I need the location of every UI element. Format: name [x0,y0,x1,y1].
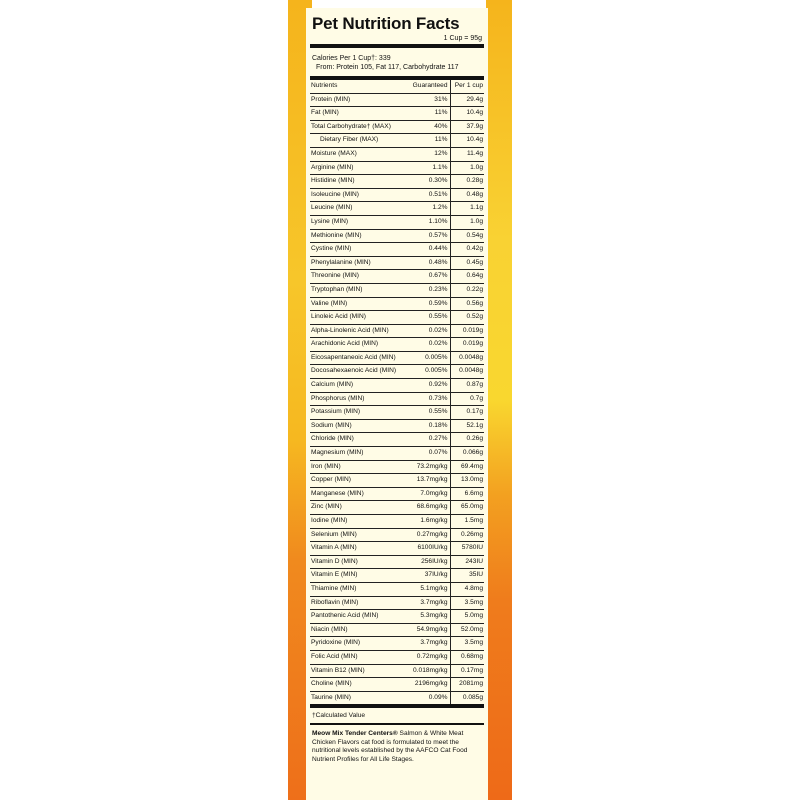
footnote: †Calculated Value [312,712,366,720]
per-cup-value: 0.64g [450,270,484,284]
nutrient-row [310,610,484,624]
nutrient-name: Vitamin A (MIN) [310,542,410,556]
nutrient-name: Riboflavin (MIN) [310,596,410,610]
nutrient-row [310,297,484,311]
guaranteed-value: 0.48% [410,256,450,270]
nutrient-name: Manganese (MIN) [310,487,410,501]
aafco-statement [310,725,484,764]
nutrient-row [310,447,484,461]
nutrient-name: Selenium (MIN) [310,528,410,542]
nutrient-name: Magnesium (MIN) [310,447,410,461]
nutrient-name: Iodine (MIN) [310,515,410,529]
nutrient-row [310,501,484,515]
per-cup-value: 29.4g [450,93,484,107]
per-cup-value: 6.6mg [450,487,484,501]
per-cup-value: 0.54g [450,229,484,243]
guaranteed-value: 0.23% [410,283,450,297]
nutrition-label [310,12,484,764]
per-cup-value: 1.0g [450,161,484,175]
per-cup-value: 65.0mg [450,501,484,515]
guaranteed-value: 0.09% [410,691,450,706]
guaranteed-value: 0.55% [410,311,450,325]
nutrient-name: Zinc (MIN) [310,501,410,515]
nutrient-name: Threonine (MIN) [310,270,410,284]
nutrient-row [310,460,484,474]
nutrient-row [310,229,484,243]
guaranteed-value: 11% [410,107,450,121]
nutrient-row [310,338,484,352]
per-cup-value: 37.9g [450,120,484,134]
nutrient-row [310,134,484,148]
nutrient-name: Moisture (MAX) [310,147,410,161]
brand-name: Meow Mix Tender Centers® [312,730,398,738]
per-cup-value: 10.4g [450,107,484,121]
nutrient-row [310,542,484,556]
header-per-cup: Per 1 cup [450,80,484,93]
nutrient-name: Choline (MIN) [310,678,410,692]
nutrient-row [310,515,484,529]
guaranteed-value: 3.7mg/kg [410,596,450,610]
nutrient-table [310,80,484,708]
nutrient-row [310,691,484,706]
nutrient-row [310,569,484,583]
nutrient-name: Calcium (MIN) [310,379,410,393]
label-title: Pet Nutrition Facts [312,14,460,33]
nutrient-name: Phenylalanine (MIN) [310,256,410,270]
per-cup-value: 0.0048g [450,351,484,365]
nutrient-row [310,147,484,161]
per-cup-value: 4.8mg [450,582,484,596]
nutrient-name: Sodium (MIN) [310,419,410,433]
nutrient-row [310,433,484,447]
nutrient-name: Total Carbohydrate† (MAX) [310,120,410,134]
guaranteed-value: 0.73% [410,392,450,406]
per-cup-value: 0.56g [450,297,484,311]
nutrient-name: Phosphorus (MIN) [310,392,410,406]
guaranteed-value: 0.92% [410,379,450,393]
nutrient-name: Vitamin B12 (MIN) [310,664,410,678]
per-cup-value: 3.5mg [450,596,484,610]
guaranteed-value: 40% [410,120,450,134]
nutrient-name: Lysine (MIN) [310,215,410,229]
per-cup-value: 10.4g [450,134,484,148]
nutrient-row [310,215,484,229]
nutrient-name: Methionine (MIN) [310,229,410,243]
per-cup-value: 0.17g [450,406,484,420]
guaranteed-value: 0.005% [410,351,450,365]
per-cup-value: 11.4g [450,147,484,161]
nutrient-row [310,419,484,433]
nutrient-name: Eicosapentaneoic Acid (MIN) [310,351,410,365]
guaranteed-value: 0.59% [410,297,450,311]
guaranteed-value: 0.55% [410,406,450,420]
nutrient-name: Histidine (MIN) [310,175,410,189]
nutrient-name: Copper (MIN) [310,474,410,488]
guaranteed-value: 0.02% [410,338,450,352]
per-cup-value: 0.085g [450,691,484,706]
nutrient-row [310,623,484,637]
nutrient-row [310,596,484,610]
per-cup-value: 3.5mg [450,637,484,651]
nutrient-name: Protein (MIN) [310,93,410,107]
per-cup-value: 0.48g [450,188,484,202]
guaranteed-value: 0.018mg/kg [410,664,450,678]
per-cup-value: 0.28g [450,175,484,189]
guaranteed-value: 0.51% [410,188,450,202]
per-cup-value: 0.17mg [450,664,484,678]
guaranteed-value: 0.30% [410,175,450,189]
per-cup-value: 1.5mg [450,515,484,529]
guaranteed-value: 54.9mg/kg [410,623,450,637]
guaranteed-value: 13.7mg/kg [410,474,450,488]
guaranteed-value: 0.72mg/kg [410,650,450,664]
nutrient-name: Fat (MIN) [310,107,410,121]
nutrient-name: Arginine (MIN) [310,161,410,175]
nutrient-row [310,311,484,325]
guaranteed-value: 1.6mg/kg [410,515,450,529]
nutrient-name: Pyridoxine (MIN) [310,637,410,651]
nutrient-row [310,120,484,134]
nutrient-row [310,365,484,379]
nutrient-row [310,107,484,121]
guaranteed-value: 68.6mg/kg [410,501,450,515]
nutrient-row [310,243,484,257]
nutrient-row [310,555,484,569]
per-cup-value: 0.019g [450,338,484,352]
nutrient-name: Folic Acid (MIN) [310,650,410,664]
guaranteed-value: 0.02% [410,324,450,338]
nutrient-name: Linoleic Acid (MIN) [310,311,410,325]
nutrient-row [310,161,484,175]
per-cup-value: 0.22g [450,283,484,297]
nutrient-name: Isoleucine (MIN) [310,188,410,202]
nutrient-row [310,202,484,216]
guaranteed-value: 31% [410,93,450,107]
serving-size: 1 Cup = 95g [310,34,484,48]
calories-line: Calories Per 1 Cup†: 339 [312,55,391,62]
nutrient-row [310,270,484,284]
guaranteed-value: 3.7mg/kg [410,637,450,651]
guaranteed-value: 1.1% [410,161,450,175]
nutrient-name: Leucine (MIN) [310,202,410,216]
nutrient-name: Iron (MIN) [310,460,410,474]
per-cup-value: 0.7g [450,392,484,406]
nutrient-row [310,406,484,420]
per-cup-value: 0.87g [450,379,484,393]
per-cup-value: 0.42g [450,243,484,257]
per-cup-value: 0.066g [450,447,484,461]
guaranteed-value: 0.44% [410,243,450,257]
guaranteed-value: 0.67% [410,270,450,284]
guaranteed-value: 73.2mg/kg [410,460,450,474]
per-cup-value: 13.0mg [450,474,484,488]
nutrient-name: Thiamine (MIN) [310,582,410,596]
guaranteed-value: 11% [410,134,450,148]
packaging-yellow-orange-stripe-right [486,0,512,800]
nutrient-row [310,351,484,365]
nutrient-row [310,175,484,189]
nutrient-name: Niacin (MIN) [310,623,410,637]
nutrient-row [310,379,484,393]
calories-from-line: From: Protein 105, Fat 117, Carbohydrate 117 [316,63,459,71]
nutrient-row [310,664,484,678]
per-cup-value: 0.26g [450,433,484,447]
header-nutrients: Nutrients [310,80,410,93]
nutrient-name: Valine (MIN) [310,297,410,311]
nutrient-name: Potassium (MIN) [310,406,410,420]
nutrient-name: Vitamin E (MIN) [310,569,410,583]
nutrient-name: Pantothenic Acid (MIN) [310,610,410,624]
guaranteed-value: 1.2% [410,202,450,216]
nutrient-name: Taurine (MIN) [310,691,410,706]
nutrient-row [310,637,484,651]
guaranteed-value: 5.1mg/kg [410,582,450,596]
guaranteed-value: 256IU/kg [410,555,450,569]
nutrient-row [310,650,484,664]
nutrient-table-header [310,80,484,93]
guaranteed-value: 0.005% [410,365,450,379]
guaranteed-value: 5.3mg/kg [410,610,450,624]
nutrient-name: Arachidonic Acid (MIN) [310,338,410,352]
nutrient-row [310,256,484,270]
nutrient-name: Tryptophan (MIN) [310,283,410,297]
per-cup-value: 69.4mg [450,460,484,474]
nutrient-name: Cystine (MIN) [310,243,410,257]
nutrient-name: Chloride (MIN) [310,433,410,447]
per-cup-value: 5.0mg [450,610,484,624]
per-cup-value: 5780IU [450,542,484,556]
guaranteed-value: 7.0mg/kg [410,487,450,501]
guaranteed-value: 37IU/kg [410,569,450,583]
per-cup-value: 243IU [450,555,484,569]
per-cup-value: 52.0mg [450,623,484,637]
per-cup-value: 2081mg [450,678,484,692]
per-cup-value: 0.45g [450,256,484,270]
guaranteed-value: 0.07% [410,447,450,461]
per-cup-value: 1.1g [450,202,484,216]
nutrient-rows [310,93,484,706]
per-cup-value: 0.26mg [450,528,484,542]
nutrient-row [310,324,484,338]
nutrient-row [310,188,484,202]
statement-text: Salmon & White Meat Chicken Flavors cat food is formulated to meet the nutritional levels established by the AAFCO Cat Food Nutrient Profiles for All Life Stages. [312,730,468,763]
nutrient-row [310,392,484,406]
nutrient-name: Vitamin D (MIN) [310,555,410,569]
per-cup-value: 0.68mg [450,650,484,664]
per-cup-value: 0.019g [450,324,484,338]
nutrient-row [310,474,484,488]
nutrient-row [310,678,484,692]
guaranteed-value: 0.27mg/kg [410,528,450,542]
calories-block [310,48,484,72]
nutrient-row [310,528,484,542]
guaranteed-value: 12% [410,147,450,161]
per-cup-value: 35IU [450,569,484,583]
guaranteed-value: 1.10% [410,215,450,229]
nutrient-name: Alpha-Linolenic Acid (MIN) [310,324,410,338]
nutrient-row [310,582,484,596]
nutrient-row [310,93,484,107]
per-cup-value: 1.0g [450,215,484,229]
per-cup-value: 52.1g [450,419,484,433]
guaranteed-value: 2196mg/kg [410,678,450,692]
guaranteed-value: 6100IU/kg [410,542,450,556]
nutrient-row [310,487,484,501]
guaranteed-value: 0.18% [410,419,450,433]
nutrient-row [310,283,484,297]
nutrient-name: Dietary Fiber (MAX) [310,134,410,148]
per-cup-value: 0.52g [450,311,484,325]
header-guaranteed: Guaranteed [410,80,450,93]
nutrient-name: Docosahexaenoic Acid (MIN) [310,365,410,379]
per-cup-value: 0.0048g [450,365,484,379]
guaranteed-value: 0.27% [410,433,450,447]
guaranteed-value: 0.57% [410,229,450,243]
